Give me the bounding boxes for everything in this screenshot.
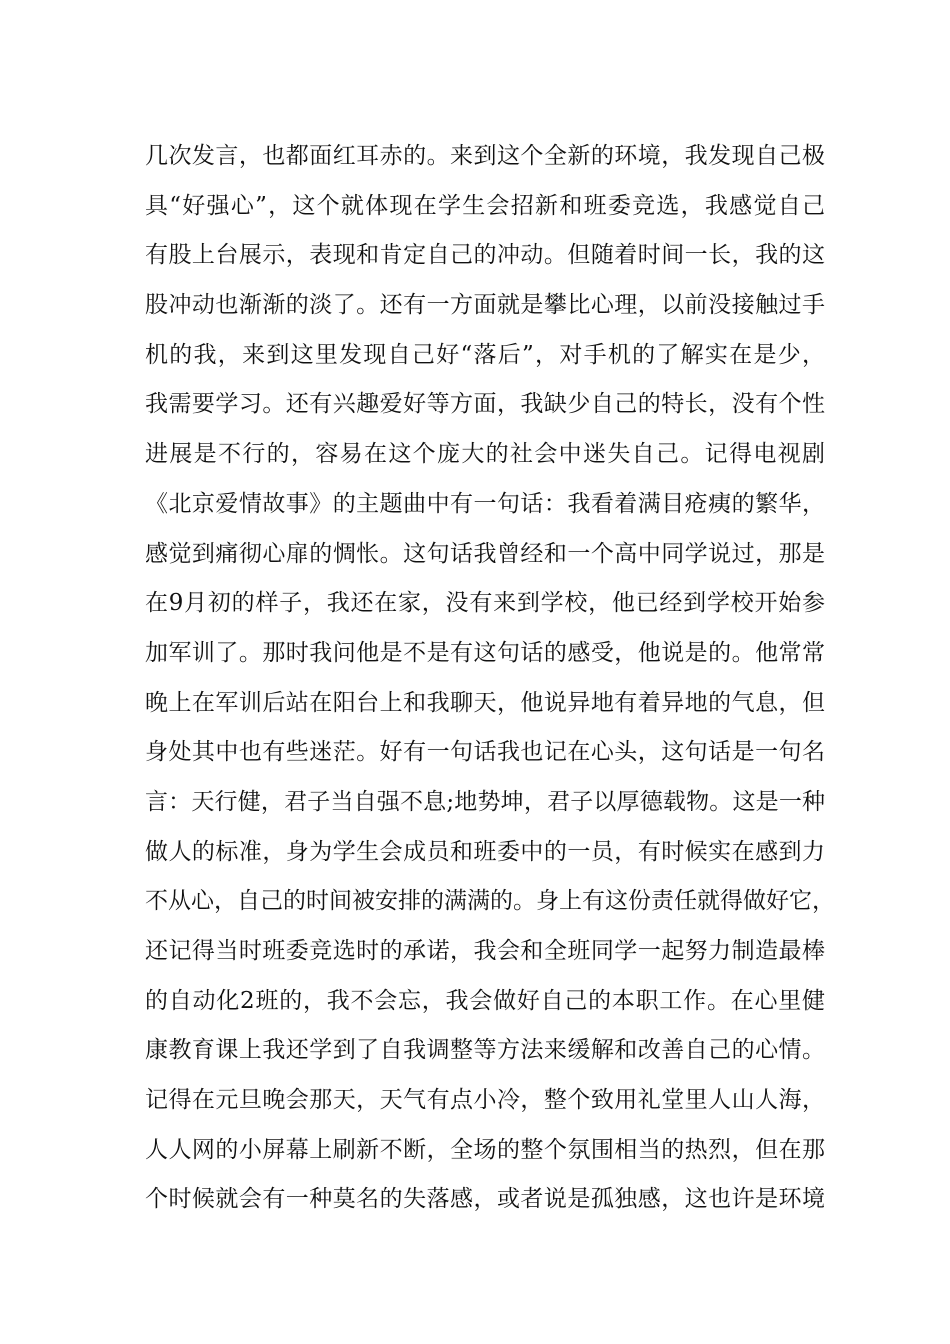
text-line-19: 康教育课上我还学到了自我调整等方法来缓解和改善自己的心情。 [145,1037,825,1064]
text-line-5: 机的我，来到这里发现自己好“落后”，对手机的了解实在是少， [145,341,825,368]
text-line-10: 在9月初的样子，我还在家，没有来到学校，他已经到学校开始参 [145,590,825,617]
text-line-11: 加军训了。那时我问他是不是有这句话的感受，他说是的。他常常 [145,639,825,666]
text-line-1: 几次发言，也都面红耳赤的。来到这个全新的环境，我发现自己极 [145,143,825,169]
text-line-7: 进展是不行的，容易在这个庞大的社会中迷失自己。记得电视剧 [145,441,825,468]
text-line-14: 言：天行健，君子当自强不息;地势坤，君子以厚德载物。这是一种 [145,788,825,815]
text-line-6: 我需要学习。还有兴趣爱好等方面，我缺少自己的特长，没有个性 [145,391,825,418]
text-line-18: 的自动化2班的，我不会忘，我会做好自己的本职工作。在心里健 [145,987,825,1014]
text-line-8: 《北京爱情故事》的主题曲中有一句话：我看着满目疮痍的繁华， [145,490,825,517]
text-line-4: 股冲动也渐渐的淡了。还有一方面就是攀比心理，以前没接触过手 [145,292,825,319]
body-paragraph [145,132,835,1225]
text-line-17: 还记得当时班委竞选时的承诺，我会和全班同学一起努力制造最棒 [145,938,825,964]
text-line-21: 人人网的小屏幕上刷新不断，全场的整个氛围相当的热烈，但在那 [145,1136,825,1163]
text-line-3: 有股上台展示，表现和肯定自己的冲动。但随着时间一长，我的这 [145,242,825,269]
text-line-22: 个时候就会有一种莫名的失落感，或者说是孤独感，这也许是环境 [145,1186,825,1213]
text-line-15: 做人的标准，身为学生会成员和班委中的一员，有时候实在感到力 [145,838,825,865]
text-line-2: 具“好强心”，这个就体现在学生会招新和班委竞选，我感觉自己 [145,192,825,219]
text-line-13: 身处其中也有些迷茫。好有一句话我也记在心头，这句话是一句名 [145,739,825,766]
text-line-9: 感觉到痛彻心扉的惆怅。这句话我曾经和一个高中同学说过，那是 [145,540,825,567]
text-line-16: 不从心，自己的时间被安排的满满的。身上有这份责任就得做好它， [145,888,835,915]
text-line-20: 记得在元旦晚会那天，天气有点小冷，整个致用礼堂里人山人海， [145,1087,825,1114]
text-line-12: 晚上在军训后站在阳台上和我聊天，他说异地有着异地的气息，但 [145,689,825,716]
